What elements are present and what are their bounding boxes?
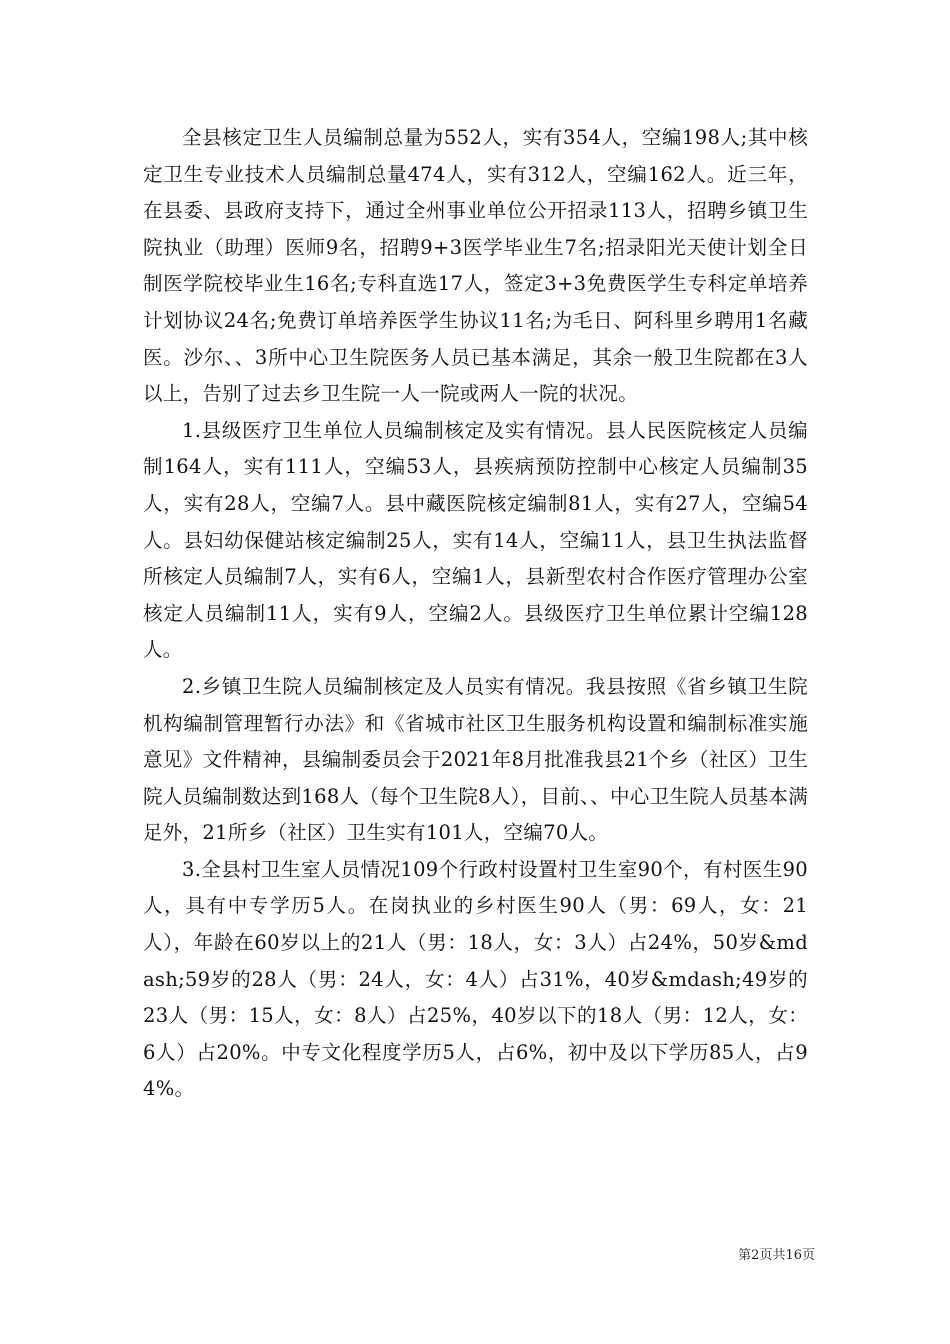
document-body — [143, 120, 808, 1108]
paragraph-county-units: 1.县级医疗卫生单位人员编制核定及实有情况。县人民医院核定人员编制164人，实有111人，空编53人，县疾病预防控制中心核定人员编制35人，实有28人，空编7人。县中藏医院核定编制81人，实有27人，空编54人。县妇幼保健站核定编制25人，实有14人，空编11人，县卫生执法监督所核定人员编制7人，实有6人，空编1人，县新型农村合作医疗管理办公室核定人员编制11人，实有9人，空编2人。县级医疗卫生单位累计空编128人。 — [143, 418, 808, 662]
page-number-footer: 第2页共16页 — [738, 1248, 815, 1263]
paragraph-township-hospitals: 2.乡镇卫生院人员编制核定及人员实有情况。我县按照《省乡镇卫生院机构编制管理暂行办法》和《省城市社区卫生服务机构设置和编制标准实施意见》文件精神，县编制委员会于2021年8月批准我县21个乡（社区）卫生院人员编制数达到168人（每个卫生院8人），目前、、中心卫生院人员基本满足外，21所乡（社区）卫生实有101人，空编70人。 — [143, 674, 808, 845]
paragraph-staffing-overview: 全县核定卫生人员编制总量为552人，实有354人，空编198人;其中核定卫生专业技术人员编制总量474人，实有312人，空编162人。近三年，在县委、县政府支持下，通过全州事业单位公开招录113人，招聘乡镇卫生院执业（助理）医师9名，招聘9+3医学毕业生7名;招录阳光天使计划全日制医学院校毕业生16名;专科直选17人，签定3+3免费医学生专科定单培养计划协议24名;免费订单培养医学生协议11名;为毛日、阿科里乡聘用1名藏医。沙尔、、3所中心卫生院医务人员已基本满足，其余一般卫生院都在3人以上，告别了过去乡卫生院一人一院或两人一院的状况。 — [143, 126, 808, 406]
paragraph-village-clinics: 3.全县村卫生室人员情况109个行政村设置村卫生室90个，有村医生90人，具有中专学历5人。在岗执业的乡村医生90人（男：69人，女：21人），年龄在60岁以上的21人（男：18人，女：3人）占24%，50岁&mdash;59岁的28人（男：24人，女：4人）占31%，40岁&mdash;49岁的23人（男：15人，女：8人）占25%，40岁以下的18人（男：12人，女：6人）占20%。中专文化程度学历5人，占6%，初中及以下学历85人，占94%。 — [143, 857, 808, 1101]
